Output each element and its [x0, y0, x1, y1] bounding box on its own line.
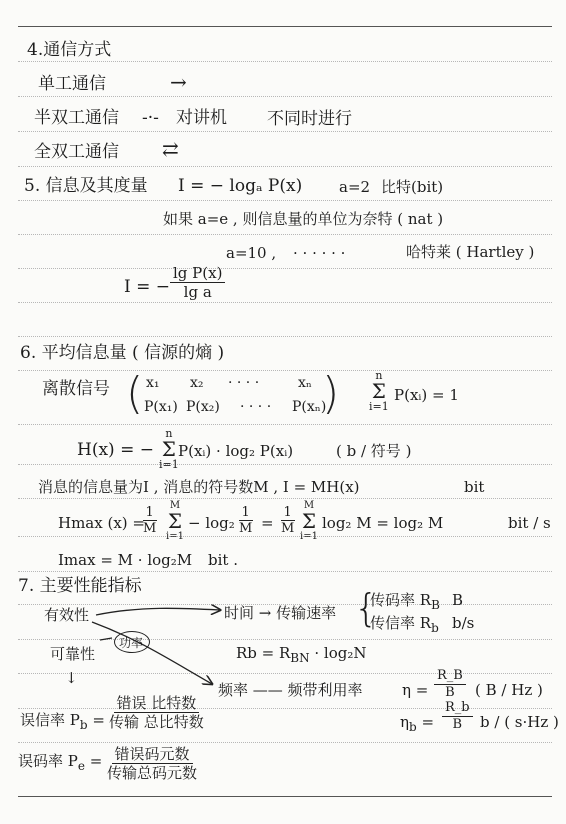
etab-unit: b / ( s·Hz ) [480, 713, 559, 731]
sigma-glyph: Σ [167, 509, 183, 533]
entropy-lhs: H(x) = − [77, 440, 154, 460]
ellipsis: · · · · · · [293, 244, 346, 262]
matrix-r2c4: P(xₙ) [292, 399, 327, 415]
conversion-lhs: I = − [124, 277, 171, 297]
entropy-unit: ( b / 符号 ) [336, 442, 412, 460]
base-10-label: a=10 , [226, 244, 277, 262]
matrix-r2c2: P(x₂) [186, 399, 220, 415]
pe-denominator: 传输总码元数 [107, 764, 198, 782]
imax-unit: bit . [208, 551, 238, 569]
dash-dot-connector: -·- [142, 108, 159, 128]
eta-unit: ( B / Hz ) [475, 681, 543, 699]
hmax-log-term: − log₂ [188, 514, 235, 532]
hmax-result: log₂ M = log₂ M [322, 514, 444, 532]
effectiveness-to-time-arrow [96, 608, 220, 615]
pe-numerator: 错误码元数 [112, 745, 193, 764]
hmax-lhs: Hmax (x) = [58, 514, 145, 532]
hmax-unit: bit / s [508, 514, 551, 532]
pb-eq: = [87, 711, 105, 729]
eta-symbol: η = [402, 681, 429, 699]
matrix-right-paren: ) [322, 368, 340, 419]
info-formula: I = − logₐ P(x) [178, 176, 303, 196]
matrix-r2c3: · · · · [240, 399, 272, 415]
sum-upper-limit: n [375, 369, 383, 382]
info-rate-unit: b/s [452, 614, 475, 632]
sum-upper-limit: n [165, 427, 173, 440]
matrix-left-paren: ( [126, 368, 144, 419]
simplex-label: 单工通信 [38, 74, 106, 94]
etab-eq: = [416, 713, 435, 731]
section6-title: 6. 平均信息量 ( 信源的熵 ) [20, 343, 225, 363]
sum-lower-limit: i=1 [369, 400, 389, 413]
matrix-r1c1: x₁ [146, 375, 160, 391]
sum-lower-limit: i=1 [300, 531, 318, 542]
sigma-glyph: Σ [371, 379, 386, 403]
matrix-r1c2: x₂ [190, 375, 204, 391]
sigma-glyph: Σ [301, 509, 317, 533]
hartley-unit-label: 哈特莱 ( Hartley ) [406, 243, 535, 261]
matrix-r1c4: xₙ [298, 375, 312, 391]
fraction-numerator: 1 [281, 505, 295, 521]
matrix-r2c1: P(x₁) [144, 399, 178, 415]
conversion-denominator: lg a [183, 283, 212, 301]
halfduplex-note: 不同时进行 [267, 109, 352, 129]
nat-line: 如果 a=e , 则信息量的单位为奈特 ( nat ) [163, 210, 444, 228]
sum-lower-limit: i=1 [159, 458, 179, 471]
reliability-label: 可靠性 [50, 645, 96, 663]
pb-sub: b [79, 718, 88, 732]
matrix-r1c3: · · · · [228, 375, 260, 391]
symbol-rate-sub: B [431, 598, 440, 612]
eta-denominator: B [445, 685, 455, 700]
fullduplex-label: 全双工通信 [34, 142, 119, 162]
halfduplex-label: 半双工通信 [34, 108, 119, 128]
sum-lower-limit: i=1 [166, 531, 184, 542]
etab-text: η [400, 713, 409, 731]
pe-eq: = [84, 752, 103, 770]
right-arrow-icon: → [170, 70, 187, 94]
sum-upper-limit: M [303, 500, 315, 511]
pb-denominator: 传输 总比特数 [109, 713, 204, 731]
etab-sub: b [409, 720, 417, 734]
section4-title: 4.通信方式 [27, 40, 112, 60]
rate-brace: { [354, 586, 379, 630]
effectiveness-label: 有效性 [44, 606, 90, 624]
bidirectional-arrow-icon: ⇄ [162, 137, 179, 161]
sum-upper-limit: M [169, 500, 181, 511]
etab-numerator: R_b [442, 700, 473, 717]
power-to-reliability-arrow [100, 638, 112, 640]
sigma-glyph: Σ [161, 437, 176, 461]
discrete-signal-label: 离散信号 [42, 379, 110, 399]
halfduplex-example: 对讲机 [176, 108, 227, 128]
base-2-label: a=2 [339, 178, 371, 196]
section5-title: 5. 信息及其度量 [24, 176, 148, 196]
pe-sub: e [77, 759, 85, 773]
message-info-unit: bit [464, 478, 485, 496]
pb-text: 误信率 P [20, 711, 80, 729]
info-rate-sub: b [431, 621, 439, 635]
entropy-expression: P(xᵢ) · log₂ P(xᵢ) [178, 442, 294, 460]
fraction-numerator: 1 [239, 505, 253, 521]
imax-formula: Imax = M · log₂M [58, 551, 193, 569]
etab-denominator: B [452, 717, 463, 732]
equals-sign: = [261, 514, 274, 532]
power-label: 功率 [119, 636, 144, 650]
conversion-numerator: lg P(x) [170, 264, 225, 283]
symbol-rate-unit: B [452, 591, 464, 609]
info-rate-text: 传信率 R [370, 614, 432, 632]
rb-formula-sub: BN [290, 651, 310, 665]
symbol-rate-text: 传码率 R [370, 591, 432, 609]
sum-expression: P(xᵢ) = 1 [394, 386, 459, 404]
bit-unit-label: 比特(bit) [381, 178, 444, 196]
message-info-line: 消息的信息量为I , 消息的符号数M , I = MH(x) [38, 478, 360, 496]
effectiveness-to-bandwidth-arrow [92, 622, 212, 684]
fraction-denominator: M [143, 521, 157, 536]
rb-formula-text: Rb = R [236, 644, 291, 662]
pb-numerator: 错误 比特数 [114, 694, 200, 713]
down-arrow-icon: ↓ [65, 669, 78, 687]
time-rate-label: 时间 → 传输速率 [224, 604, 337, 622]
fraction-denominator: M [239, 521, 253, 536]
fraction-denominator: M [281, 521, 295, 536]
section7-title: 7. 主要性能指标 [18, 576, 142, 596]
pe-text: 误码率 P [18, 752, 78, 770]
rb-formula-tail: · log₂N [309, 644, 367, 662]
fraction-numerator: 1 [143, 505, 157, 521]
eta-numerator: R_B [434, 668, 466, 685]
bandwidth-efficiency-label: 频率 —— 频带利用率 [218, 681, 363, 699]
